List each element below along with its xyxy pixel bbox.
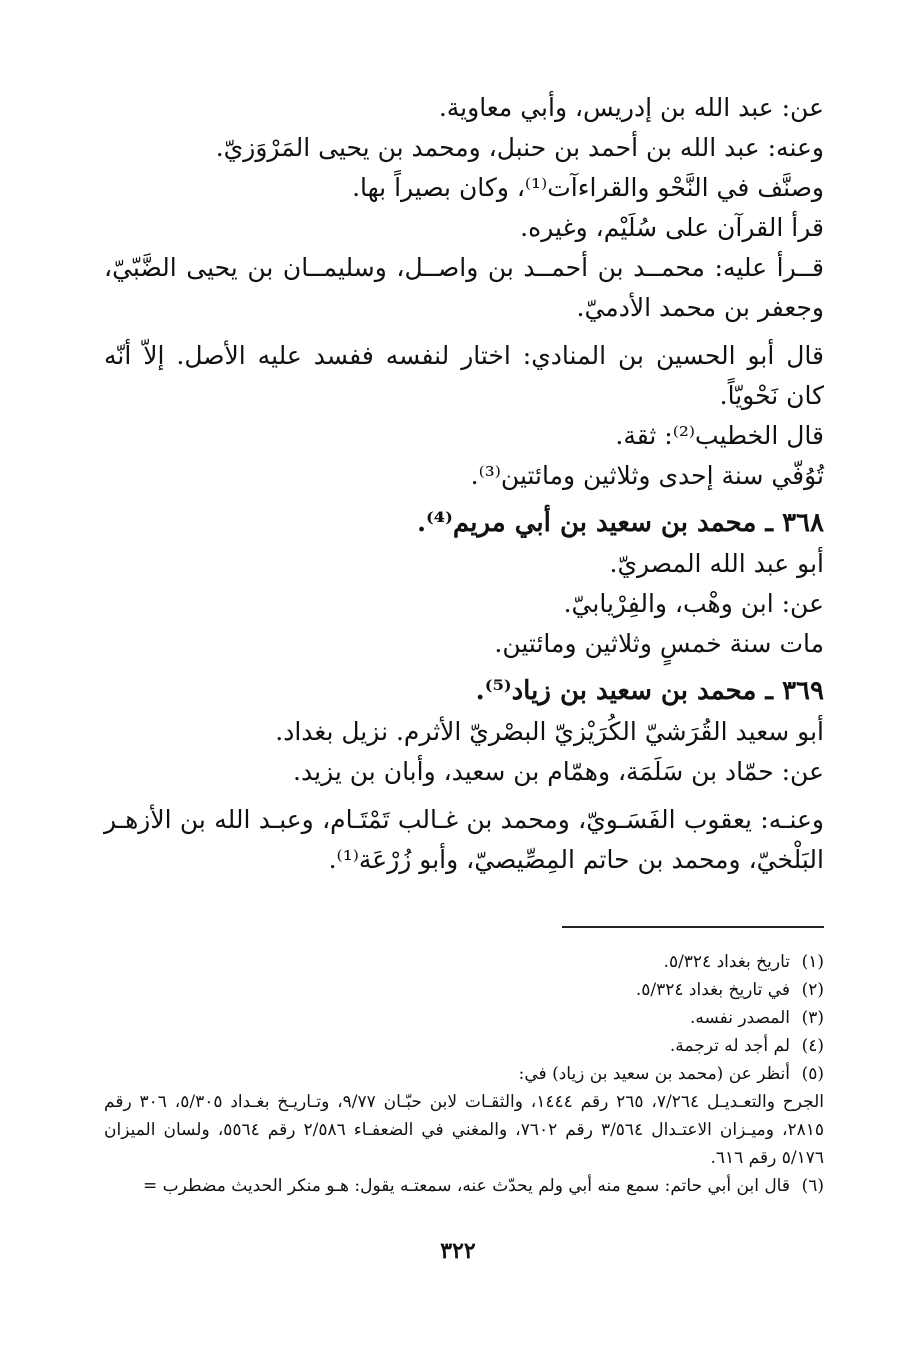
footnote-separator — [562, 926, 824, 928]
footnote-text: قال ابن أبي حاتم: سمع منه أبي ولم يحدّث عنه، سمعتـه يقول: هـو منكر الحديث مضطرب = — [143, 1176, 790, 1196]
footnote — [104, 1032, 824, 1060]
footnotes — [104, 948, 824, 1200]
text-line: عن: ابن وهْب، والفِرْيابيّ. — [563, 589, 824, 618]
footnote-text: أنظر عن (محمد بن سعيد بن زياد) في: — [518, 1064, 790, 1084]
text-line: مات سنة خمسٍ وثلاثين ومائتين. — [494, 629, 824, 658]
footnote-text: تاريخ بغداد ٥/٣٢٤. — [663, 952, 790, 972]
footnote-continuation — [104, 1088, 824, 1172]
readers-paragraph: قــرأ عليه: محمــد بن أحمــد بن واصــل، وسليمــان بن يحيى الضَّبّيّ، وجعفر بن محمد الأدميّ. — [104, 253, 824, 322]
footnote-sources-text: الجرح والتعـديـل ٧/٢٦٤، ٢٦٥ رقم ١٤٤٤، والثقـات لابن حبّـان ٩/٧٧، وتـاريـخ بغـداد ٥/٣٠٥، ٣٠٦ رقم ٢٨١٥، وميـزان الاعتـدال ٣/٥٦٤ رقم ٧٦٠٢، والمغني في الضعفـاء ٢/٥٨٦ رقم ٥٥٦٤، ولسان الميزان ٥/١٧٦ رقم ٦١٦. — [104, 1092, 825, 1168]
footnote-text: لم أجد له ترجمة. — [669, 1036, 790, 1056]
page-number: ٣٢٢ — [440, 1238, 476, 1264]
footnote — [104, 1004, 824, 1032]
text-line: وعنه: عبد الله بن أحمد بن حنبل، ومحمد بن يحيى المَرْوَزيّ. — [215, 133, 824, 162]
footnote-number: (٦) — [801, 1176, 824, 1196]
text-line: عن: حمّاد بن سَلَمَة، وهمّام بن سعيد، وأبان بن يزيد. — [293, 757, 824, 786]
footnote-number: (٣) — [801, 1008, 824, 1028]
ibn-munadi-paragraph: قال أبو الحسين بن المنادي: اختار لنفسه ففسد عليه الأصل. إلاّ أنّه كان نَحْويّاً. — [104, 341, 824, 410]
text-line: قرأ القرآن على سُلَيْم، وغيره. — [520, 213, 824, 242]
footnote-number: (١) — [801, 952, 824, 972]
text-line: أبو عبد الله المصريّ. — [609, 549, 824, 578]
entry-369-heading: ٣٦٩ ـ محمد بن سعيد بن زياد⁽⁵⁾. — [475, 676, 824, 706]
footnote-text: في تاريخ بغداد ٥/٣٢٤. — [635, 980, 790, 1000]
footnote — [104, 976, 824, 1004]
text-line: وصنَّف في النَّحْو والقراءآت⁽¹⁾، وكان بصيراً بها. — [352, 173, 824, 202]
text-line: تُوُفّي سنة إحدى وثلاثين ومائتين⁽³⁾. — [470, 461, 824, 490]
footnote — [104, 948, 824, 976]
footnote — [104, 1172, 824, 1200]
students-paragraph: وعنـه: يعقوب الفَسَـويّ، ومحمد بن غـالب تَمْتَـام، وعبـد الله بن الأزهـر البَلْخيّ، ومحمد بن حاتم المِصِّيصيّ، وأبو زُرْعَة⁽¹⁾. — [104, 805, 824, 874]
text-line: قال الخطيب⁽²⁾: ثقة. — [615, 421, 824, 450]
entry-368-heading: ٣٦٨ ـ محمد بن سعيد بن أبي مريم⁽⁴⁾. — [416, 508, 824, 538]
footnote-number: (٢) — [801, 980, 824, 1000]
main-text — [104, 88, 824, 880]
footnote — [104, 1060, 824, 1088]
text-line: أبو سعيد القُرَشيّ الكُرَيْزيّ البصْريّ الأثرم. نزيل بغداد. — [275, 717, 824, 746]
footnote-text: المصدر نفسه. — [689, 1008, 790, 1028]
text-line: عن: عبد الله بن إدريس، وأبي معاوية. — [438, 93, 824, 122]
footnote-number: (٥) — [801, 1064, 824, 1084]
footnote-number: (٤) — [801, 1036, 824, 1056]
